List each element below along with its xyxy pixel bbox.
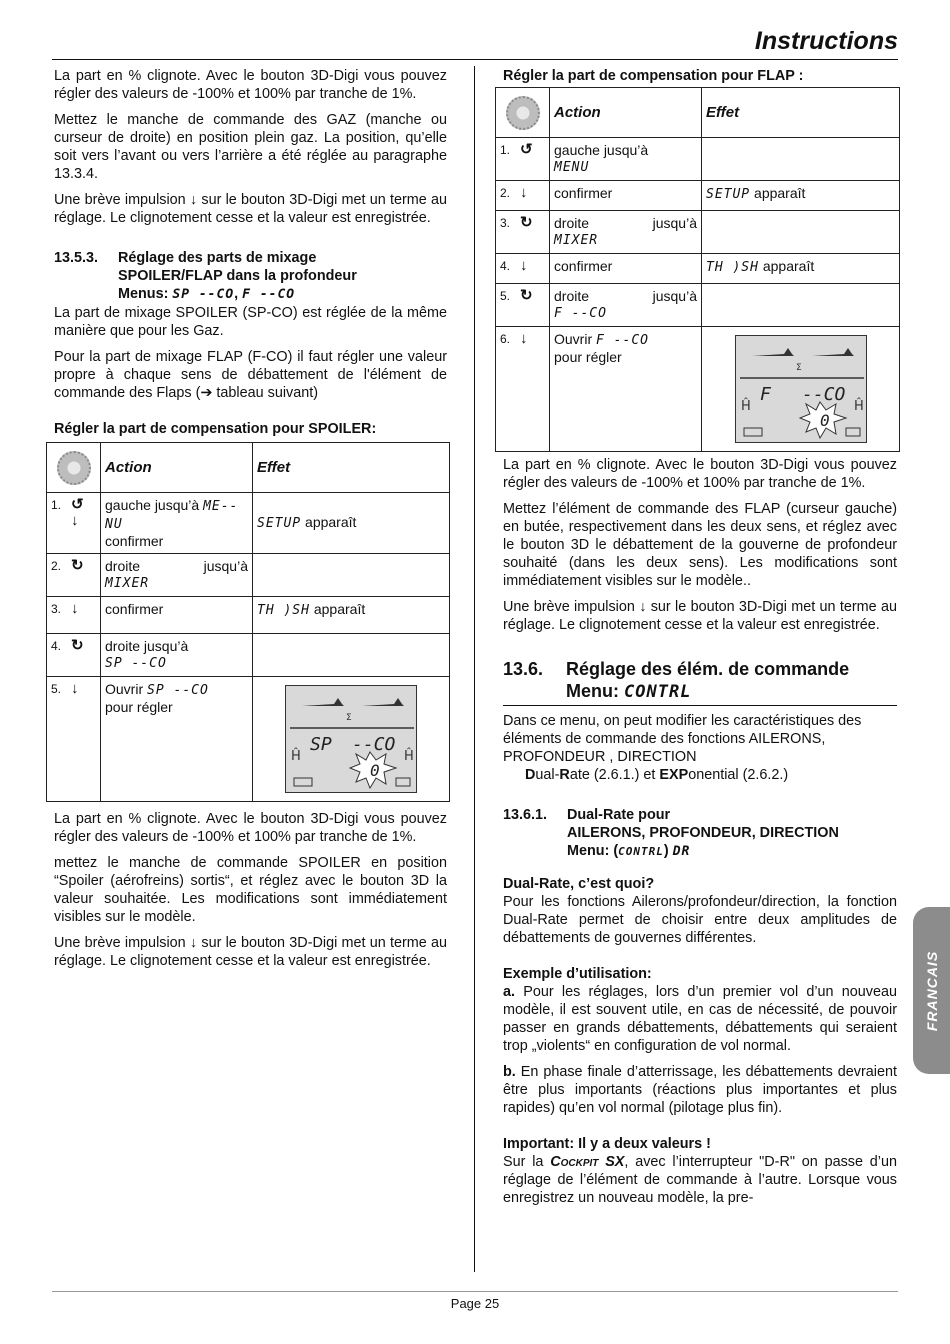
paragraph: La part en % clignote. Avec le bouton 3D-Digi vous pouvez régler des valeurs de -100% et 100% par tranche de 1%. — [503, 457, 897, 491]
paragraph: Une brève impulsion ↓ sur le bouton 3D-Digi met un terme au réglage. Le clignotement cesse et la valeur est enregistrée. — [54, 935, 448, 969]
table-row: 2. ↻ droite jusqu’à MIXER — [47, 554, 450, 597]
table-header-row: Action Effet — [496, 88, 900, 138]
flap-steps-table — [495, 87, 900, 452]
table-row: 3. ↓ confirmer TH )SH apparaît — [47, 597, 450, 634]
rotate-left-icon: ↺ — [71, 496, 84, 513]
rotate-right-icon: ↻ — [71, 637, 84, 654]
paragraph: Pour la part de mixage FLAP (F-CO) il faut régler une valeur propre à chaque sens de débattement de l'élément de commande des Flaps (➔ tableau suivant) — [54, 349, 447, 401]
display-right-label: --CO — [801, 384, 845, 405]
brand-name: Cockpit SX — [550, 1154, 625, 1170]
svg-text:Ĥ: Ĥ — [853, 399, 864, 414]
paragraph: Une brève impulsion ↓ sur le bouton 3D-Digi met un terme au réglage. Le clignotement cesse et la valeur est enregistrée. — [503, 599, 898, 633]
paragraph: Dual-Rate (2.6.1.) et EXPonential (2.6.2.) — [525, 767, 789, 783]
3d-digi-knob-icon — [506, 96, 540, 130]
column-divider — [474, 66, 475, 1272]
subheading: Dual-Rate, c’est quoi? — [503, 876, 655, 892]
paragraph: La part de mixage SPOILER (SP-CO) est réglée de la même manière que pour les Gaz. — [54, 305, 447, 339]
lcd-display-illustration — [285, 685, 417, 793]
arrow-down-icon: ↓ — [71, 600, 79, 617]
section-heading-13-5-3: 13.5.3. Réglage des parts de mixage SPOILER/FLAP dans la profondeur Menus: SP --CO, F --CO — [54, 250, 357, 302]
subheading: Exemple d’utilisation: — [503, 966, 652, 982]
arrow-down-icon: ↓ — [639, 599, 647, 615]
display-value: 0 — [819, 411, 830, 430]
display-value: 0 — [370, 761, 380, 780]
table-title: Régler la part de compensation pour SPOILER: — [54, 421, 377, 437]
table-title: Régler la part de compensation pour FLAP : — [503, 68, 804, 84]
section-divider — [503, 705, 897, 706]
display-left-label: F — [759, 384, 771, 405]
rotate-right-icon: ↻ — [520, 214, 533, 231]
table-row: 6. ↓ Ouvrir F --CO pour régler Σ F --CO 0 Ĥ Ĥ — [496, 327, 900, 452]
paragraph: Sur la Cockpit SX, avec l’interrupteur "D-R" on passe d’un réglage de l’élément de commande à l’autre. Lorsque vous enregistrez un nouveau modèle, la pre- — [503, 1154, 898, 1206]
page-number: Page 25 — [450, 1296, 500, 1311]
table-row: 2. ↓ confirmer SETUP apparaît — [496, 181, 900, 211]
arrow-down-icon: ↓ — [520, 330, 528, 347]
paragraph: Dans ce menu, on peut modifier les caractéristiques des éléments de commande des fonctions AILERONS, PROFONDEUR , DIRECTION — [503, 713, 862, 765]
arrow-down-icon: ↓ — [189, 935, 198, 951]
paragraph: a. Pour les réglages, lors d’un premier vol d’un nouveau modèle, il est souvent utile, en cas de nécessité, de pouvoir passer en grands débattements, débattements qui seraient trop „violents“ en configuration de vol normal. — [503, 984, 897, 1054]
paragraph: Pour les fonctions Ailerons/profondeur/direction, la fonction Dual-Rate permet de choisir entre deux amplitudes de débattements de gouvernes différentes. — [503, 894, 897, 946]
footer-divider — [52, 1291, 898, 1292]
svg-text:Σ: Σ — [346, 713, 352, 723]
language-side-tab: FRANCAIS — [913, 907, 950, 1074]
subheading: Important: Il y a deux valeurs ! — [503, 1136, 711, 1152]
table-row: 1. ↺ gauche jusqu’à MENU — [496, 138, 900, 181]
rotate-right-icon: ↻ — [520, 287, 533, 304]
right-column — [500, 67, 898, 1215]
table-row: 1. ↺ ↓ gauche jusqu’à ME-- NU confirmer SETUP apparaît — [47, 493, 450, 554]
section-heading-13-6: 13.6. Réglage des élém. de commande Menu: CONTRL — [503, 659, 850, 702]
table-row: 4. ↻ droite jusqu’à SP --CO — [47, 634, 450, 677]
lcd-display-illustration — [735, 335, 867, 443]
spoiler-steps-table — [46, 442, 450, 802]
svg-text:Ĥ: Ĥ — [291, 749, 301, 764]
paragraph: La part en % clignote. Avec le bouton 3D-Digi vous pouvez régler des valeurs de -100% et 100% par tranche de 1%. — [54, 811, 447, 845]
arrow-down-icon: ↓ — [520, 184, 528, 201]
table-row: 3. ↻ droite jusqu’à MIXER — [496, 211, 900, 254]
svg-text:Σ: Σ — [795, 363, 802, 373]
left-column — [51, 67, 448, 978]
table-row: 5. ↻ droite jusqu’à F --CO — [496, 284, 900, 327]
arrow-down-icon: ↓ — [71, 512, 79, 529]
paragraph: Mettez l’élément de commande des FLAP (curseur gauche) en butée, respectivement dans les deux sens, et réglez avec le bouton 3D le débattement de la gouverne de profondeur souhaité (dans les deux sens). Les modifications sont immédiatement visibles sur le modèle.. — [503, 501, 897, 589]
paragraph: Une brève impulsion ↓ sur le bouton 3D-Digi met un terme au réglage. Le clignotement cesse et la valeur est enregistrée. — [54, 192, 448, 226]
header-divider — [52, 59, 898, 60]
svg-text:Ĥ: Ĥ — [740, 399, 751, 414]
table-header-row: Action Effet — [47, 443, 450, 493]
paragraph: Mettez le manche de commande des GAZ (manche ou curseur de droite) en position plein gaz. La position, qu’elle soit vers l’avant ou vers l’arrière a été réglée au paragraphe 13.3.4. — [54, 112, 447, 182]
arrow-down-icon: ↓ — [71, 680, 79, 697]
section-heading-13-6-1: 13.6.1. Dual-Rate pour AILERONS, PROFONDEUR, DIRECTION Menu: (CONTRL) DR — [503, 807, 839, 859]
table-row: 5. ↓ Ouvrir SP --CO pour régler Σ SP --CO 0 Ĥ Ĥ — [47, 677, 450, 802]
arrow-down-icon: ↓ — [520, 257, 528, 274]
svg-text:Ĥ: Ĥ — [404, 749, 414, 764]
paragraph: b. En phase finale d’atterrissage, les débattements devraient être plus importants (réactions plus importantes et plus rapides) qu’en vol normal (pilotage plus fin). — [503, 1064, 898, 1116]
display-right-label: --CO — [352, 734, 396, 755]
page-header-title: Instructions — [754, 27, 898, 55]
paragraph: mettez le manche de commande SPOILER en position “Spoiler (aérofreins) sortis“, et réglez avec le bouton 3D la valeur souhaitée. Les modifications sont immédiatement visibles sur le modèle. — [54, 855, 447, 925]
rotate-right-icon: ↻ — [71, 557, 84, 574]
table-row: 4. ↓ confirmer TH )SH apparaît — [496, 254, 900, 284]
3d-digi-knob-icon — [57, 451, 91, 485]
paragraph: La part en % clignote. Avec le bouton 3D-Digi vous pouvez régler des valeurs de -100% et 100% par tranche de 1%. — [54, 68, 447, 102]
rotate-left-icon: ↺ — [520, 141, 533, 158]
display-left-label: SP — [310, 734, 332, 755]
arrow-down-icon: ↓ — [189, 192, 198, 208]
